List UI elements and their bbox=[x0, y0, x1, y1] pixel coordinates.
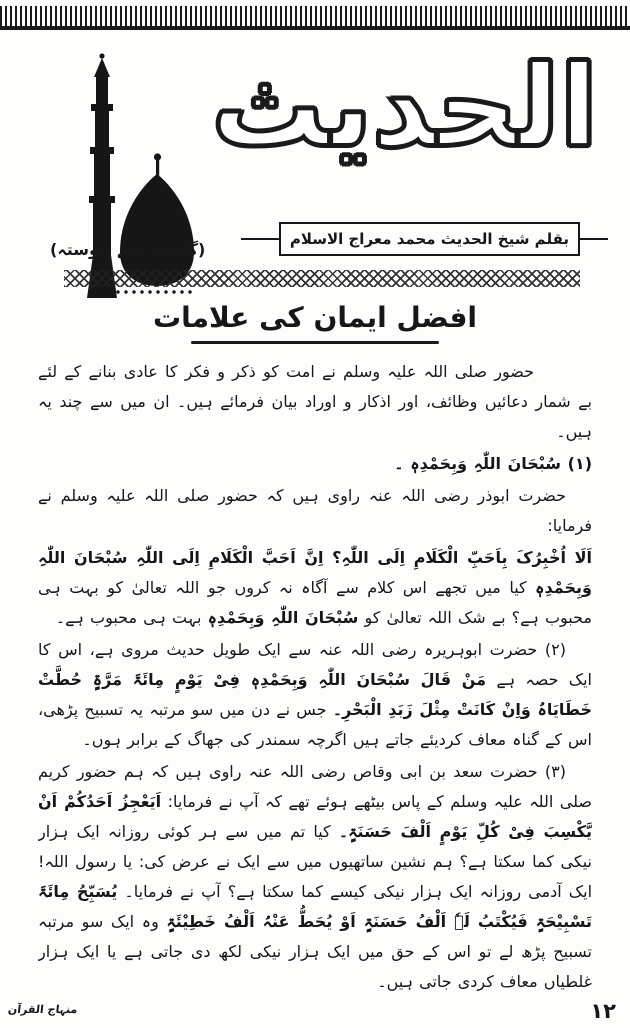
top-border-ornament bbox=[0, 6, 630, 30]
mosque-icon bbox=[62, 50, 212, 298]
byline-box: بقلم شیخ الحدیث محمد معراج الاسلام bbox=[279, 222, 580, 256]
byline-rule-left bbox=[241, 238, 279, 241]
article-heading: افضل ایمان کی علامات bbox=[152, 301, 478, 334]
hadith-1-translation-a: کیا میں تجھے اس کلام سے آگاہ نہ کروں جو اللہ تعالیٰ کو بہت ہی محبوب ہے؟ بے شک اللہ تعالیٰ کو bbox=[38, 578, 592, 627]
hadith-3-text bbox=[38, 757, 592, 997]
heading-underline bbox=[191, 341, 439, 344]
hadith-4-narration bbox=[38, 999, 592, 1004]
hadith-1-zikr-title: (۱) سُبْحَانَ اللّٰہِ وَبِحَمْدِہٖ ۔ bbox=[394, 454, 592, 473]
hadith-2-intro: (۲) حضرت ابوہریرہ رضی اللہ عنہ سے ایک طویل حدیث مروی ہے، اس کا ایک حصہ ہے bbox=[38, 640, 592, 689]
hadith-1-arabic-quote: اَلَا اُخْبِرُکَ بِاَحَبِّ الْکَلَامِ اِلَی اللّٰہِ؟ اِنَّ اَحَبَّ الْکَلَامِ اِلَی اللّٰہِ سُبْحَانَ اللّٰہِ وَبِحَمْدِہٖ bbox=[38, 548, 592, 597]
hadith-2-text bbox=[38, 635, 592, 755]
publisher-stamp: منہاج القرآن bbox=[7, 1003, 79, 1016]
ornamental-lattice-border bbox=[64, 270, 580, 287]
hadith-3-translation: وہ ایک سو مرتبہ تسبیح پڑھ لے تو اس کے حق میں ایک ہزار نیکی لکھ دی جاتی ہے یا ایک ہزار غلطیاں معاف کردی جاتی ہیں۔ bbox=[38, 912, 592, 991]
hadith-2-arabic-quote: مَنْ قَالَ سُبْحَانَ اللّٰہِ وَبِحَمْدِہٖ فِیْ یَوْمٍ مِائَۃَ مَرَّۃٍ حُطَّتْ خَطَایَاہُ وَاِنْ کَانَتْ مِثْلَ زَبَدِ الْبَحْرِ۔ bbox=[38, 670, 592, 719]
hadith-2-translation: جس نے دن میں سو مرتبہ یہ تسبیح پڑھی، اس کے گناہ معاف کردیئے جاتے ہیں اگرچہ سمندر کی جھاگ کے برابر ہوں۔ bbox=[38, 700, 592, 749]
byline bbox=[241, 222, 608, 256]
hadith-1-text bbox=[38, 543, 592, 633]
hadith-1-zikr-inline: سُبْحَانَ اللّٰہِ وَبِحَمْدِہٖ bbox=[207, 608, 359, 627]
article-body bbox=[38, 297, 592, 1004]
hadith-3-intro: (۳) حضرت سعد بن ابی وقاص رضی اللہ عنہ راوی ہیں کہ ہم حضور کریم صلی اللہ علیہ وسلم کے پاس بیٹھے ہوئے تھے کہ آپ نے فرمایا: bbox=[38, 762, 592, 811]
continuation-note: (گذشتہ سے پیوستہ) bbox=[50, 240, 206, 259]
intro-paragraph: حضور صلی اللہ علیہ وسلم نے امت کو ذکر و فکر کا عادی بنانے کے لئے بے شمار دعائیں وظائف، اور اذکار و اوراد بیان فرمائے ہیں۔ ان میں سے چند یہ ہیں۔ bbox=[38, 362, 592, 441]
hadith-3-middle: کیا تم میں سے ہر کوئی روزانہ ایک ہزار نیکی کما سکتا ہے؟ ہم نشین ساتھیوں میں سے ایک نے عرض کی: یا رسول اللہ! ایک آدمی روزانہ ایک ہزار نیکی کیسے کما سکتا ہے؟ آپ نے فرمایا۔ bbox=[38, 822, 592, 901]
byline-rule-right bbox=[580, 238, 608, 241]
hadith-1-narration: حضرت ابوذر رضی اللہ عنہ راوی ہیں کہ حضور صلی اللہ علیہ وسلم نے فرمایا: bbox=[38, 486, 592, 535]
hadith-3-arabic-quote-2: یُسَبِّحُ مِائَۃَ تَسْبِیْحَۃٍ فَیُکْتَبُ لَہٗ اَلْفُ حَسَنَۃٍ اَوْ یُحَطُّ عَنْہُ اَلْفُ خَطِیْئَۃٍ bbox=[38, 882, 592, 931]
hadith-3-arabic-quote-1: اَیَعْجِزُ اَحَدُکُمْ اَنْ یَّکْسِبَ فِیْ کُلِّ یَوْمٍ اَلْفَ حَسَنَۃٍ۔ bbox=[38, 792, 592, 841]
hadith-1-translation-b: بہت ہی محبوب ہے۔ bbox=[55, 608, 208, 627]
page-number: ۱۲ bbox=[590, 999, 616, 1023]
magazine-title: الحدیث bbox=[211, 42, 598, 172]
